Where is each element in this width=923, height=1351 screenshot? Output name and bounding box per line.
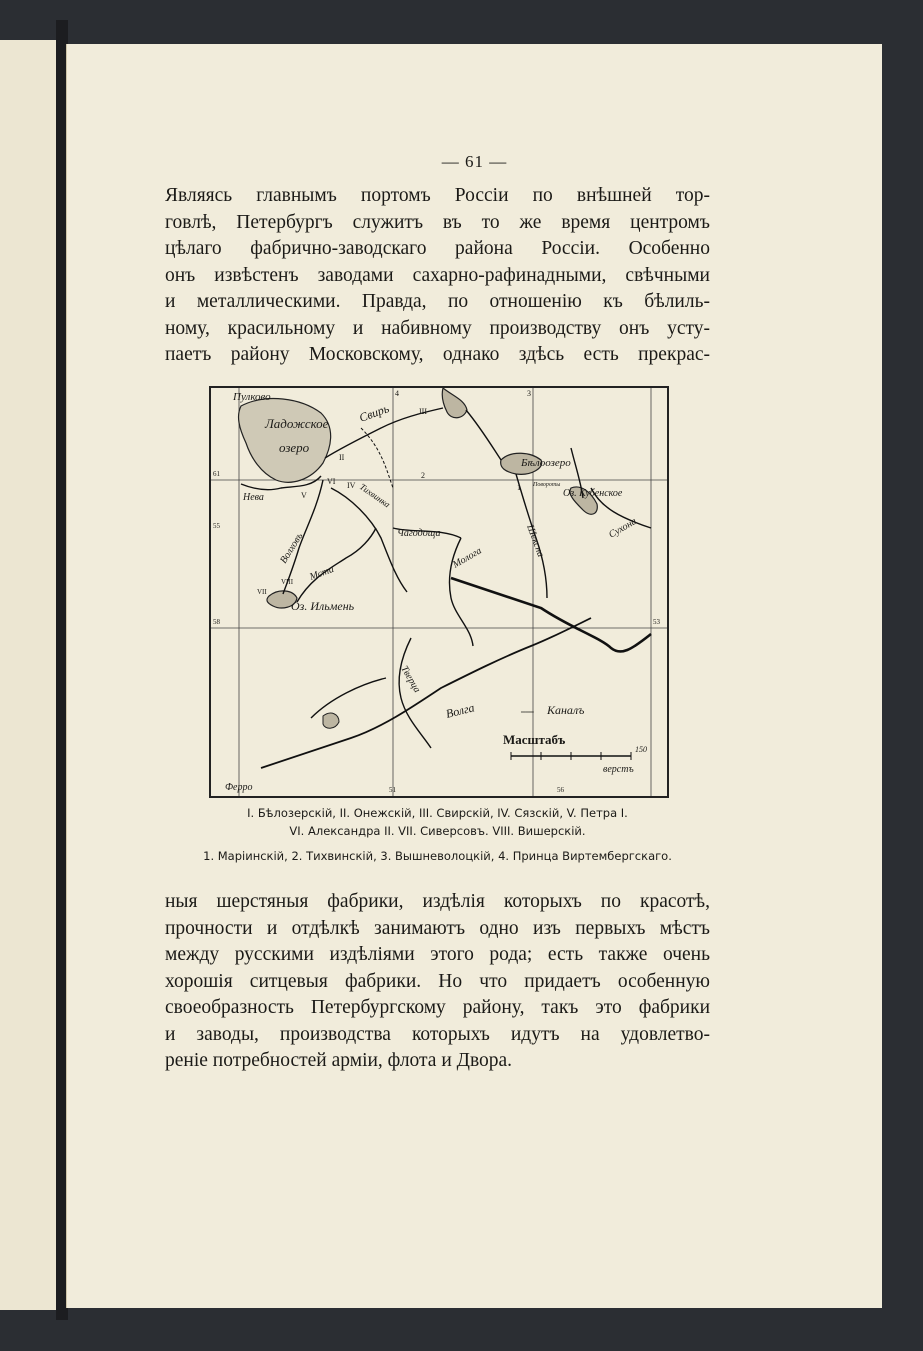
label-r4: IV: [347, 481, 356, 490]
label-n58: 58: [213, 618, 220, 626]
text-line: говлѣ, Петербургъ служитъ въ то же время центромъ: [165, 211, 710, 233]
label-tikhvinka: Тихвинка: [357, 481, 392, 510]
text-line: паетъ району Московскому, однако здѣсь есть прекрас-: [165, 344, 710, 365]
label-ladoga: Ладожское: [265, 416, 329, 431]
label-n53: 53: [653, 618, 660, 626]
paragraph-top: [165, 183, 710, 369]
label-sukhona: Сухона: [607, 516, 639, 541]
label-a2: 2: [421, 471, 425, 480]
label-r5: V: [301, 491, 307, 500]
text-line: своеобразность Петербургскому району, такъ это фабрики: [165, 997, 710, 1018]
map-caption-line-2: VI. Александра II. VII. Сиверсовъ. VIII. Вишерскій.: [289, 824, 586, 838]
text-line: и металлическими. Правда, по отношенію къ бѣлиль-: [165, 291, 710, 312]
label-mologa: Молога: [451, 545, 484, 571]
map-caption-line-1: I. Бѣлозерскій, II. Онежскій, III. Свирскій, IV. Сязскій, V. Петра I.: [247, 806, 628, 820]
label-sheksna: Шексна: [524, 523, 547, 559]
onega-lake: [442, 388, 467, 418]
label-chagodoshcha: Чагодоща: [397, 528, 441, 539]
label-volkhov: Волховъ: [278, 531, 306, 566]
label-n3: 3: [527, 389, 531, 398]
label-a1: 1: [517, 483, 521, 492]
label-versty: верстъ: [603, 764, 634, 775]
label-kanal: Каналъ: [547, 703, 585, 717]
label-neva: Нева: [243, 492, 264, 503]
label-scale-number: 150: [635, 745, 647, 754]
label-svir: Свирь: [357, 401, 391, 425]
label-kubenskoe: Оз. Кубенское: [563, 488, 623, 499]
label-r3: III: [419, 407, 427, 416]
text-line: ному, красильному и набивному производству онъ усту-: [165, 317, 710, 339]
page-number: — 61 —: [441, 152, 508, 171]
canal-system-map: [209, 386, 669, 798]
label-ferro: Ферро: [225, 782, 253, 793]
label-povorot: Повороты: [533, 482, 561, 488]
left-page-edge: [0, 40, 59, 1310]
label-tvertsa: Тверца: [398, 664, 423, 695]
map-caption-line-3: 1. Маріинскій, 2. Тихвинскій, 3. Вышневолоцкій, 4. Принца Виртембергскаго.: [203, 849, 672, 863]
label-volga: Волга: [444, 700, 476, 721]
text-line: реніе потребностей арміи, флота и Двора.: [165, 1050, 513, 1071]
text-line: ныя шерстяныя фабрики, издѣлія которыхъ по красотѣ,: [165, 891, 710, 912]
label-beloozero: Бѣлоозеро: [521, 457, 571, 469]
canal-line: [361, 428, 393, 488]
map-drawing: [211, 388, 667, 796]
text-line: цѣлаго фабрично-заводскаго района Россіи. Особенно: [165, 238, 710, 259]
label-kanal-legend: ═══: [521, 710, 534, 716]
text-line: прочности и отдѣлкѣ занимаютъ одно изъ первыхъ мѣстъ: [165, 917, 710, 939]
label-n55: 55: [213, 522, 220, 530]
paragraph-bottom: [165, 889, 710, 1075]
label-r6: VI: [327, 477, 336, 486]
book-page: [66, 44, 882, 1308]
text-line: Являясь главнымъ портомъ Россіи по внѣшней тор-: [165, 185, 710, 206]
text-line: между русскими издѣліями этого рода; есть также очень: [165, 944, 710, 965]
scale-bar: [511, 752, 631, 760]
label-r8: VIII: [281, 578, 294, 586]
label-ilmen: Оз. Ильмень: [291, 599, 355, 613]
label-n56: 56: [557, 786, 564, 794]
label-r2: II: [339, 453, 345, 462]
label-pulkovo: Пулково: [233, 391, 271, 403]
label-msta: Мста: [308, 563, 336, 583]
text-line: онъ извѣстенъ заводами сахарно-рафинадными, свѣчными: [165, 264, 710, 286]
label-r7: VII: [257, 588, 267, 596]
label-n4: 4: [395, 389, 399, 398]
label-masshtab: Масштабъ: [503, 732, 566, 747]
label-n51: 51: [389, 786, 396, 794]
text-line: хорошія ситцевыя фабрики. Но что придаетъ особенную: [165, 970, 710, 992]
small-lake: [323, 713, 339, 728]
label-n61: 61: [213, 470, 220, 478]
text-line: и заводы, производства которыхъ идутъ на удовлетво-: [165, 1023, 710, 1045]
label-ozero: озеро: [279, 440, 310, 455]
